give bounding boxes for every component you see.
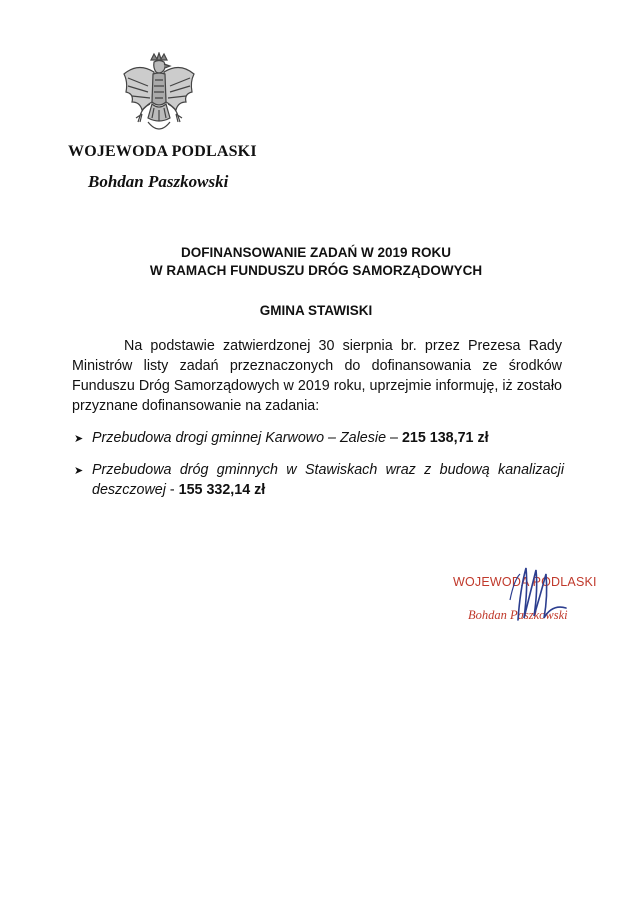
task-separator: – <box>386 430 402 446</box>
stamp-name: Bohdan Paszkowski <box>468 608 568 622</box>
task-separator: - <box>165 482 179 498</box>
task-amount: 155 332,14 zł <box>178 482 266 498</box>
arrow-bullet-icon: ➤ <box>74 465 84 477</box>
task-list-item <box>74 460 564 500</box>
stamp-title: WOJEWODA PODLASKI <box>453 575 597 589</box>
arrow-bullet-icon: ➤ <box>74 433 84 445</box>
task-amount: 215 138,71 zł <box>401 430 489 446</box>
handwritten-signature <box>500 560 570 628</box>
document-title-line-2: W RAMACH FUNDUSZU DRÓG SAMORZĄDOWYCH <box>149 263 483 278</box>
task-name: Przebudowa drogi gminnej Karwowo – Zalesie <box>92 430 387 446</box>
document-title-line-1: DOFINANSOWANIE ZADAŃ W 2019 ROKU <box>180 245 452 260</box>
municipality-heading: GMINA STAWISKI <box>259 303 373 318</box>
task-list-item <box>74 428 564 449</box>
official-stamp <box>440 560 600 640</box>
body-paragraph: Na podstawie zatwierdzonej 30 sierpnia br. przez Prezesa Rady Ministrów listy zadań przeznaczonych do dofinansowania ze środków Funduszu Dróg Samorządowych w 2019 roku, uprzejmie informuję, iż zostało przyznane dofinansowanie na zadania: <box>72 338 562 414</box>
issuer-title: WOJEWODA PODLASKI <box>68 143 257 160</box>
issuer-name: Bohdan Paszkowski <box>88 172 229 191</box>
white-eagle-emblem <box>118 52 200 144</box>
task-name: Przebudowa dróg gminnych w Stawiskach wraz z budową kanalizacji deszczowej <box>92 462 564 498</box>
